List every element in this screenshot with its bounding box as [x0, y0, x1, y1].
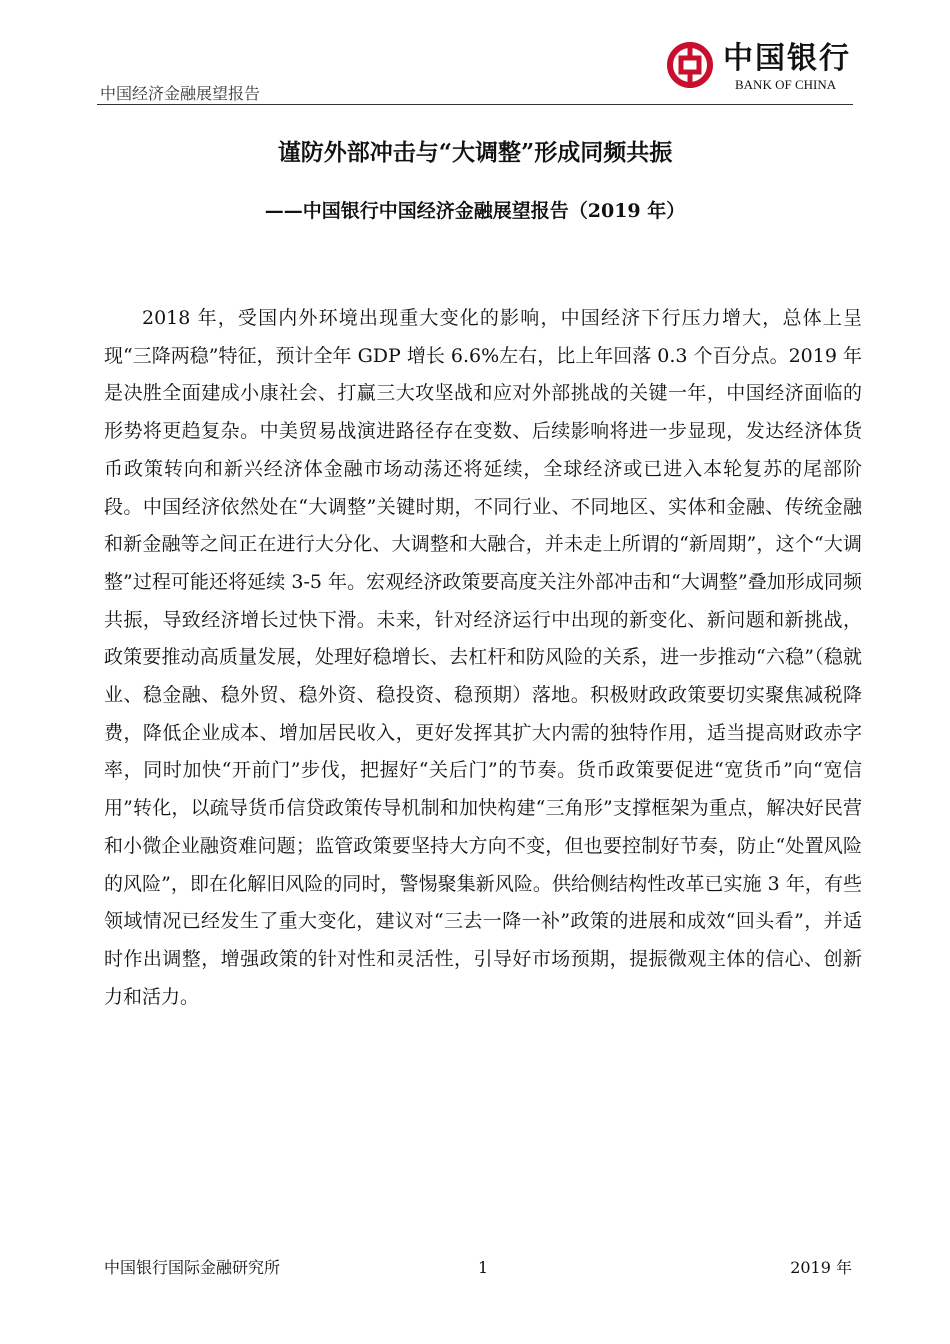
document-subtitle: ——中国银行中国经济金融展望报告（2019 年） [264, 200, 686, 222]
header-report-name: 中国经济金融展望报告 [100, 84, 261, 103]
logo-chinese-name: 中国银行 [723, 41, 851, 76]
body-paragraph: 2018 年，受国内外环境出现重大变化的影响，中国经济下行压力增大，总体上呈现“三降两稳”特征，预计全年 GDP 增长 6.6%左右，比上年回落 0.3 个百分点。2019 年是决胜全面建成小康社会、打赢三大攻坚战和应对外部挑战的关键一年，中国经济面临的形势将更趋复杂。中美贸易战演进路径存在变数、后续影响将进一步显现，发达经济体货币政策转向和新兴经济体金融市场动荡还将延续，全球经济或已进入本轮复苏的尾部阶段。中国经济依然处在“大调整”关键时期，不同行业、不同地区、实体和金融、传统金融和新金融等之间正在进行大分化、大调整和大融合，并未走上所谓的“新周期”，这个“大调整”过程可能还将延续 3-5 年。宏观经济政策要高度关注外部冲击和“大调整”叠加形成同频共振，导致经济增长过快下滑。未来，针对经济运行中出现的新变化、新问题和新挑战，政策要推动高质量发展，处理好稳增长、去杠杆和防风险的关系，进一步推动“六稳”（稳就业、稳金融、稳外贸、稳外资、稳投资、稳预期）落地。积极财政政策要切实聚焦减税降费，降低企业成本、增加居民收入，更好发挥其扩大内需的独特作用，适当提高财政赤字率，同时加快“开前门”步伐，把握好“关后门”的节奏。货币政策要促进“宽货币”向“宽信用”转化，以疏导货币信贷政策传导机制和加快构建“三角形”支撑框架为重点，解决好民营和小微企业融资难问题；监管政策要坚持大方向不变，但也要控制好节奏，防止“处置风险的风险”，即在化解旧风险的同时，警惕聚集新风险。供给侧结构性改革已实施 3 年，有些领域情况已经发生了重大变化，建议对“三去一降一补”政策的进展和成效“回头看”，并适时作出调整，增强政策的针对性和灵活性，引导好市场预期，提振微观主体的信心、创新力和活力。 [104, 307, 862, 1008]
logo-english-name: BANK OF CHINA [735, 77, 837, 92]
bank-logo [667, 42, 853, 96]
document-title: 谨防外部冲击与“大调整”形成同频共振 [277, 139, 673, 166]
bank-of-china-emblem-icon [667, 42, 713, 88]
footer-institute: 中国银行国际金融研究所 [104, 1258, 281, 1277]
footer-year: 2019 年 [790, 1258, 852, 1277]
header-divider [97, 104, 853, 105]
page-number: 1 [478, 1258, 489, 1277]
